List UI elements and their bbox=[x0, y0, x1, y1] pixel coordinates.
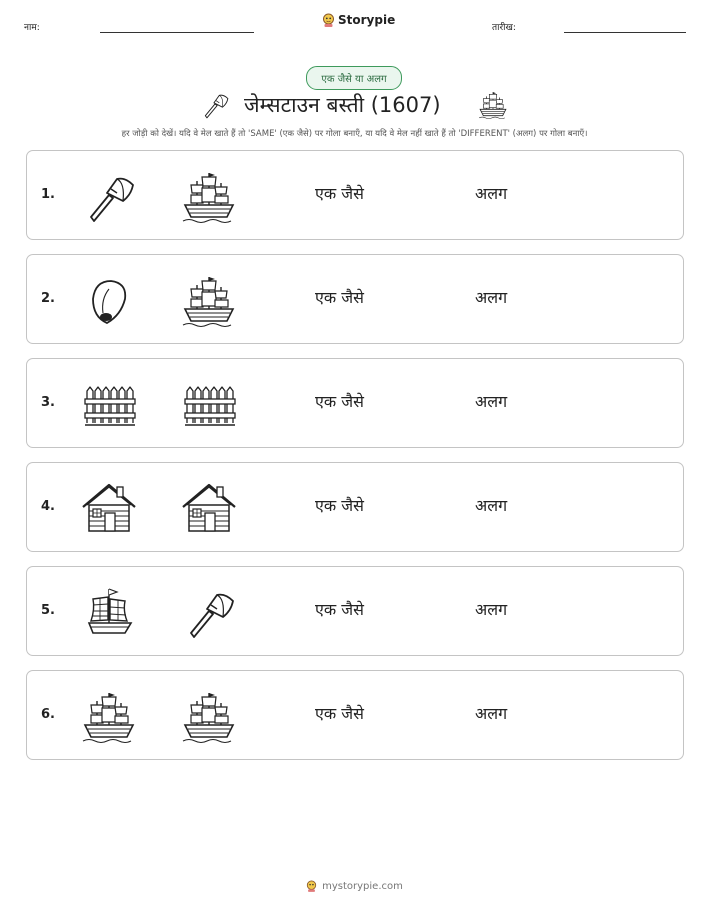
name-label: नाम: bbox=[24, 23, 40, 33]
axe-icon bbox=[200, 90, 230, 120]
cabin-icon bbox=[181, 481, 237, 537]
question-number: 1. bbox=[41, 187, 55, 202]
question-number: 6. bbox=[41, 707, 55, 722]
question-row bbox=[26, 670, 684, 760]
brand-logo bbox=[322, 13, 395, 27]
same-option[interactable]: एक जैसे bbox=[315, 288, 364, 307]
title-row bbox=[0, 88, 709, 124]
storypie-mascot-icon bbox=[322, 13, 335, 27]
date-label: तारीख: bbox=[492, 23, 516, 33]
question-row bbox=[26, 566, 684, 656]
different-option[interactable]: अलग bbox=[475, 184, 508, 203]
different-option[interactable]: अलग bbox=[475, 288, 508, 307]
same-option[interactable]: एक जैसे bbox=[315, 392, 364, 411]
different-option[interactable]: अलग bbox=[475, 600, 508, 619]
worksheet-type-badge: एक जैसे या अलग bbox=[306, 66, 402, 90]
question-number: 3. bbox=[41, 395, 55, 410]
different-option[interactable]: अलग bbox=[475, 392, 508, 411]
name-field[interactable] bbox=[100, 32, 254, 33]
ship-icon bbox=[181, 689, 237, 745]
different-option[interactable]: अलग bbox=[475, 496, 508, 515]
same-option[interactable]: एक जैसे bbox=[315, 496, 364, 515]
question-number: 2. bbox=[41, 291, 55, 306]
page-title: जेम्सटाउन बस्ती (1607) bbox=[244, 93, 441, 117]
footer-url[interactable]: mystorypie.com bbox=[322, 880, 403, 892]
same-option[interactable]: एक जैसे bbox=[315, 704, 364, 723]
fence-icon bbox=[81, 377, 137, 433]
question-row bbox=[26, 462, 684, 552]
cabin-icon bbox=[81, 481, 137, 537]
same-option[interactable]: एक जैसे bbox=[315, 184, 364, 203]
ship-icon bbox=[181, 169, 237, 225]
axe-icon bbox=[81, 169, 137, 225]
storypie-mascot-icon bbox=[306, 880, 317, 892]
fence-icon bbox=[181, 377, 237, 433]
instructions: हर जोड़ी को देखें। यदि वे मेल खाते हैं तो 'SAME' (एक जैसे) पर गोला बनाएँ, या यदि वे मेल नहीं खाते हैं तो 'DIFFERENT' (अलग) पर गोला बनाएँ। bbox=[121, 129, 588, 139]
question-number: 5. bbox=[41, 603, 55, 618]
ship-icon bbox=[181, 273, 237, 329]
ship-icon bbox=[478, 90, 508, 120]
sailboat-icon bbox=[81, 585, 137, 641]
footer bbox=[0, 880, 709, 892]
brand-name: Storypie bbox=[338, 13, 396, 27]
same-option[interactable]: एक जैसे bbox=[315, 600, 364, 619]
question-row bbox=[26, 358, 684, 448]
question-row bbox=[26, 254, 684, 344]
axe-icon bbox=[181, 585, 237, 641]
different-option[interactable]: अलग bbox=[475, 704, 508, 723]
date-field[interactable] bbox=[564, 32, 686, 33]
ship-icon bbox=[81, 689, 137, 745]
question-number: 4. bbox=[41, 499, 55, 514]
seed-icon bbox=[81, 273, 137, 329]
question-row bbox=[26, 150, 684, 240]
